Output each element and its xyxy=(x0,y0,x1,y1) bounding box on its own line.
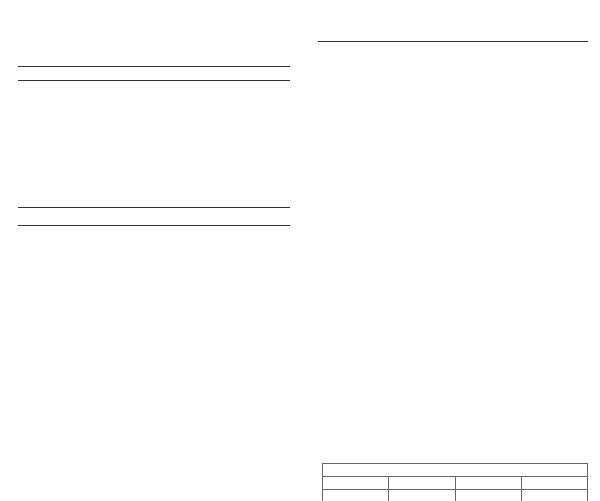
divider xyxy=(18,207,290,208)
service-table xyxy=(322,463,588,501)
service-cell xyxy=(455,490,521,501)
service-header xyxy=(389,477,455,490)
service-header xyxy=(323,477,389,490)
church-news-column xyxy=(300,0,600,501)
divider xyxy=(18,66,290,67)
service-cell xyxy=(323,490,389,501)
service-header xyxy=(521,477,587,490)
service-table-title xyxy=(323,464,588,477)
service-cell xyxy=(389,490,455,501)
service-header xyxy=(455,477,521,490)
divider xyxy=(18,225,290,226)
service-cell xyxy=(521,490,587,501)
divider xyxy=(18,80,290,81)
divider xyxy=(318,41,588,42)
